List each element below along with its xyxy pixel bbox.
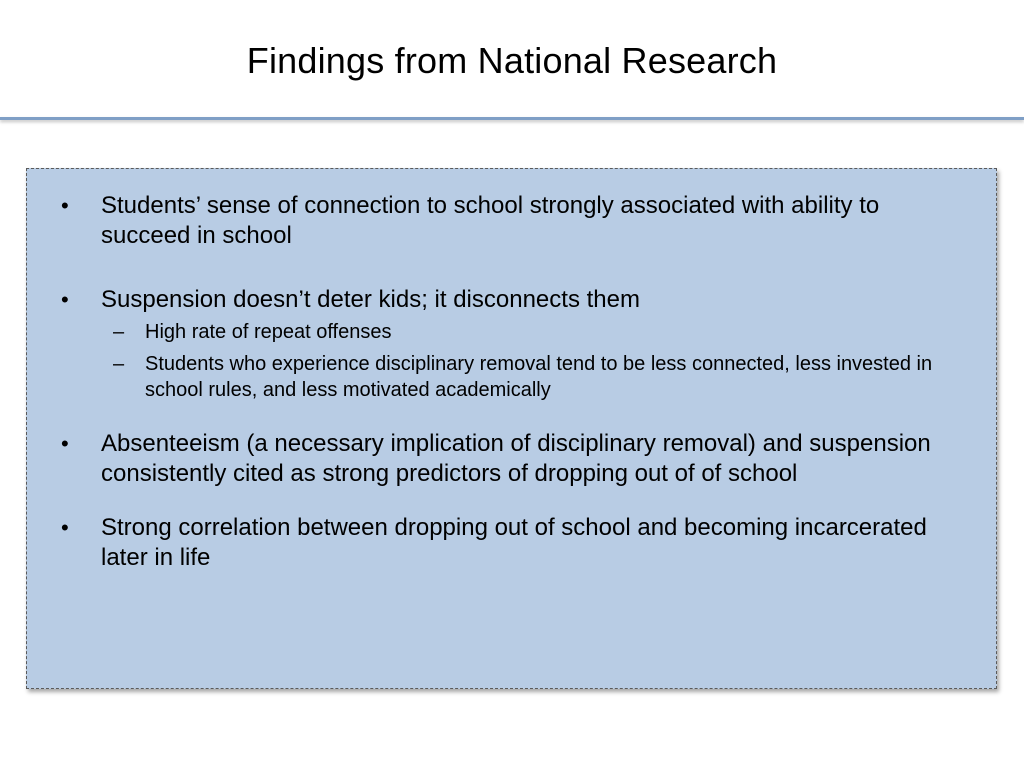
bullet-item — [57, 191, 937, 251]
sub-bullet-list — [101, 319, 937, 403]
sub-bullet-text: Students who experience disciplinary removal tend to be less connected, less invested in school rules, and less motivated academically — [145, 353, 933, 401]
bullet-item — [57, 513, 937, 573]
bullet-text: Students’ sense of connection to school strongly associated with ability to succeed in school — [101, 192, 880, 249]
title-divider — [0, 117, 1024, 120]
sub-bullet-text: High rate of repeat offenses — [145, 321, 392, 343]
sub-bullet-marker: – — [113, 353, 125, 375]
bullet-marker: • — [61, 193, 69, 218]
bullet-item — [57, 429, 937, 489]
sub-bullet-item — [101, 351, 937, 403]
bullet-marker: • — [61, 431, 69, 456]
bullet-marker: • — [61, 287, 69, 312]
bullet-text: Absenteeism (a necessary implication of disciplinary removal) and suspension consistently cited as strong predictors of dropping out of of school — [101, 430, 931, 487]
slide-title: Findings from National Research — [246, 40, 778, 81]
bullet-text: Suspension doesn’t deter kids; it disconnects them — [101, 286, 640, 313]
sub-bullet-item — [101, 319, 937, 345]
bullet-item — [57, 285, 937, 403]
content-box — [26, 168, 997, 689]
bullet-marker: • — [61, 515, 69, 540]
bullet-list — [57, 191, 937, 573]
bullet-text: Strong correlation between dropping out of school and becoming incarcerated later in life — [101, 514, 927, 571]
sub-bullet-marker: – — [113, 321, 125, 343]
